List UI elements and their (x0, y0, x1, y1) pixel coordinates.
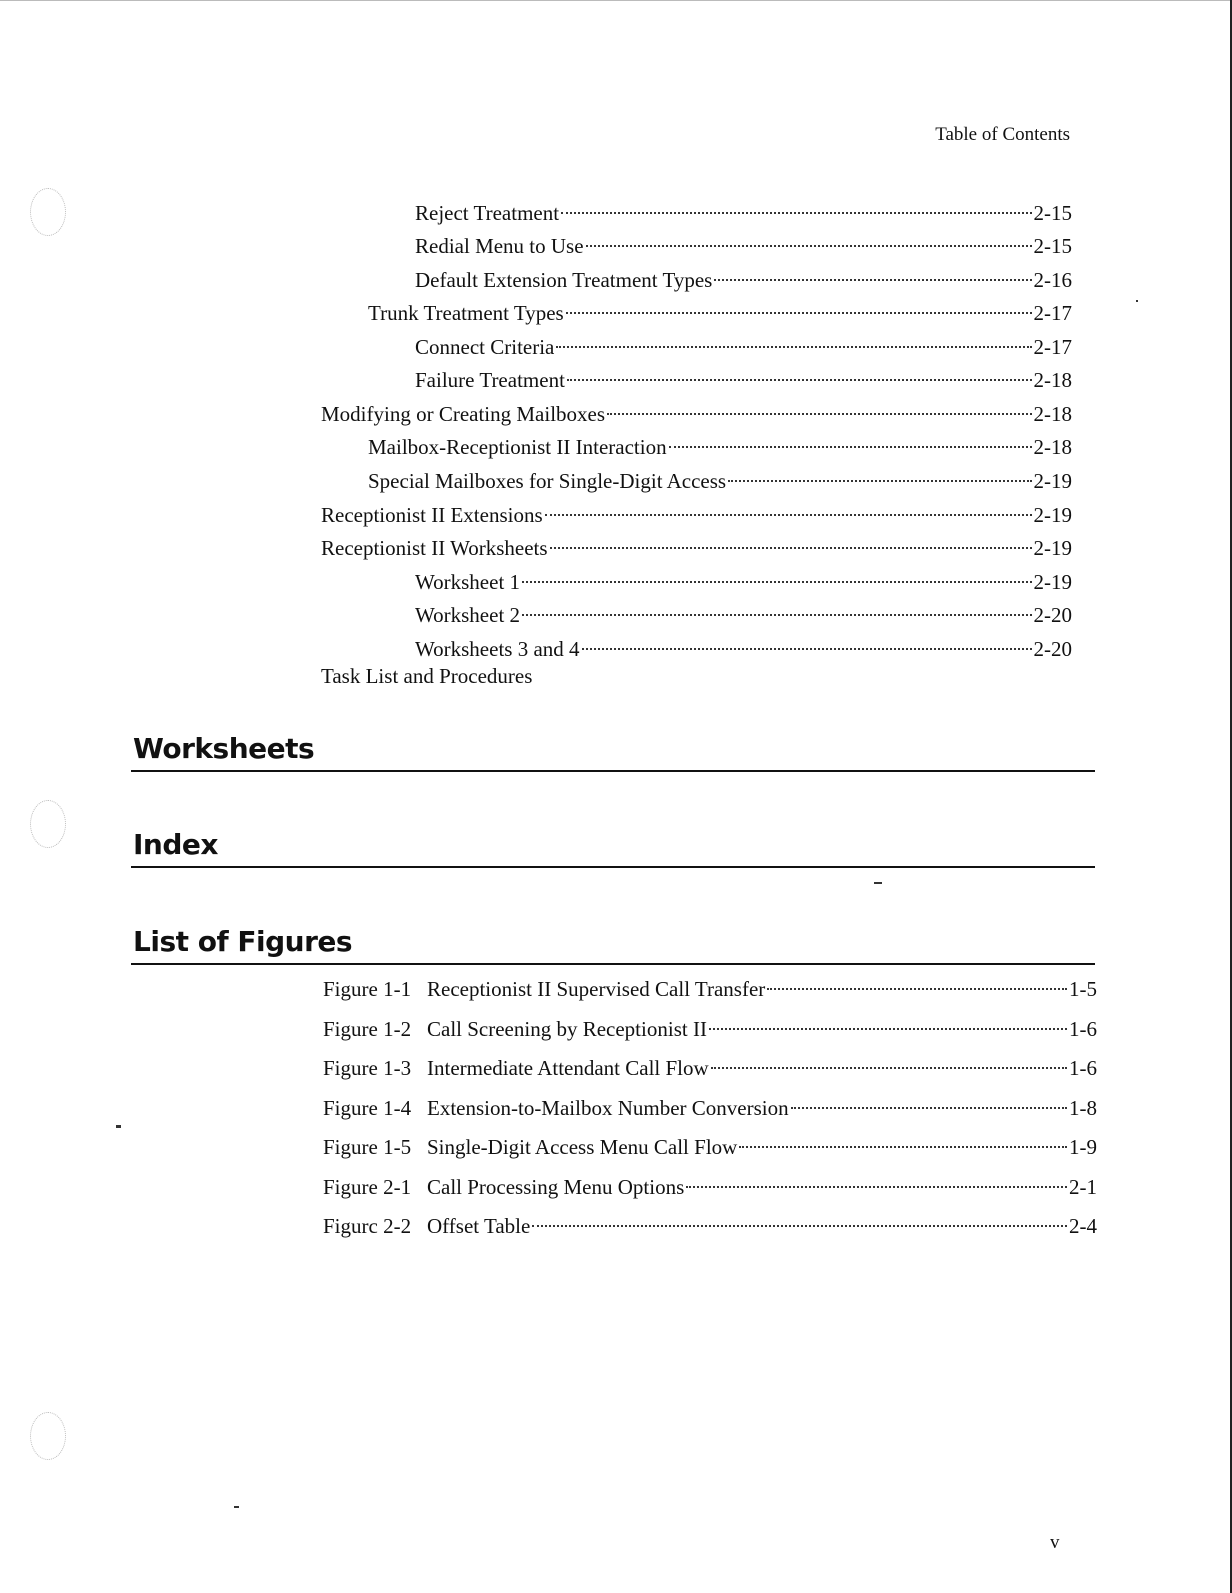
toc-entry-label: Redial Menu to Use (415, 234, 584, 258)
toc-entry-page: 2-20 (1033, 637, 1072, 661)
toc-entry-page: 2-18 (1033, 402, 1072, 426)
toc-entry-label: Worksheet 1 (415, 570, 521, 594)
figure-page: 1-8 (1069, 1096, 1097, 1120)
figure-entry (323, 1049, 1097, 1081)
figure-entry (323, 1010, 1097, 1042)
dot-leader (556, 328, 1031, 354)
figure-page: 1-9 (1069, 1135, 1097, 1159)
scan-speck (116, 1125, 121, 1128)
toc-entry-page: 2-17 (1033, 335, 1072, 359)
toc-entry-page: 2-18 (1033, 368, 1072, 392)
dot-leader (686, 1168, 1067, 1194)
dot-leader (767, 970, 1067, 996)
figure-title: Call Processing Menu Options (427, 1175, 685, 1199)
toc-entry (321, 395, 1072, 427)
dot-leader (739, 1128, 1067, 1154)
figure-page: 1-6 (1069, 1056, 1097, 1080)
toc-entry-label: Failure Treatment (415, 368, 565, 392)
dot-leader (607, 395, 1031, 421)
figure-title: Single-Digit Access Menu Call Flow (427, 1135, 738, 1159)
dot-leader (561, 194, 1031, 220)
dot-leader (522, 563, 1031, 589)
dot-leader (791, 1089, 1067, 1115)
figure-number: Figure 1-1 (323, 977, 412, 1001)
punch-hole-mark (30, 1412, 66, 1460)
scan-speck (874, 882, 882, 884)
toc-entry-label: Worksheet 2 (415, 603, 521, 627)
dot-leader (709, 1010, 1067, 1036)
dot-leader (586, 227, 1032, 253)
toc-entry-label: Reject Treatment (415, 201, 560, 225)
page-number: v (1050, 1532, 1060, 1553)
toc-entry-label: Trunk Treatment Types (368, 301, 564, 325)
dot-leader (582, 630, 1032, 656)
figure-title: Receptionist II Supervised Call Transfer (427, 977, 766, 1001)
toc-entry (415, 630, 1072, 662)
toc-entry-label: Mailbox-Receptionist II Interaction (368, 435, 667, 459)
punch-hole-mark (30, 188, 66, 236)
toc-entry-label: Special Mailboxes for Single-Digit Access (368, 469, 727, 493)
toc-entry-label: Task List and Procedures (321, 664, 533, 688)
toc-entry (415, 328, 1072, 360)
figure-page: 1-5 (1069, 977, 1097, 1001)
scan-speck (234, 1506, 239, 1508)
dot-leader (545, 496, 1032, 522)
toc-entry-label: Connect Criteria (415, 335, 555, 359)
figure-number: Figure 1-2 (323, 1017, 412, 1041)
toc-entry-page: 2-17 (1033, 301, 1072, 325)
toc-entry-page: 2-16 (1033, 268, 1072, 292)
section-rule (131, 770, 1095, 772)
toc-entry-page: 2-19 (1033, 503, 1072, 527)
toc-entry (415, 361, 1072, 393)
toc-entry (415, 194, 1072, 226)
figure-entry (323, 1207, 1097, 1239)
toc-entry-label: Worksheets 3 and 4 (415, 637, 580, 661)
toc-entry-page: 2-19 (1033, 469, 1072, 493)
toc-entry (321, 496, 1072, 528)
figure-entry (323, 1089, 1097, 1121)
toc-entry (368, 462, 1072, 494)
dot-leader (669, 428, 1032, 454)
figure-entry (323, 970, 1097, 1002)
figure-number: Figure 1-3 (323, 1056, 412, 1080)
toc-entry (415, 227, 1072, 259)
toc-entry-label: Default Extension Treatment Types (415, 268, 713, 292)
figure-title: Intermediate Attendant Call Flow (427, 1056, 709, 1080)
figure-number: Figure 2-1 (323, 1175, 412, 1199)
toc-entry (415, 596, 1072, 628)
dot-leader (532, 1207, 1067, 1233)
section-rule (131, 866, 1095, 868)
dot-leader (728, 462, 1031, 488)
dot-leader (567, 361, 1032, 387)
figure-entry (323, 1128, 1097, 1160)
dot-leader (566, 294, 1032, 320)
toc-entry-page: 2-15 (1033, 234, 1072, 258)
figure-number: Figurc 2-2 (323, 1214, 412, 1238)
dot-leader (714, 261, 1031, 287)
dot-leader (711, 1049, 1067, 1075)
figure-page: 1-6 (1069, 1017, 1097, 1041)
toc-entry (415, 261, 1072, 293)
page-top-edge (0, 0, 1232, 1)
figure-title: Extension-to-Mailbox Number Conversion (427, 1096, 789, 1120)
toc-entry-page: 2-20 (1033, 603, 1072, 627)
toc-entry (415, 563, 1072, 595)
figure-entry (323, 1168, 1097, 1200)
toc-entry-label: Modifying or Creating Mailboxes (321, 402, 606, 426)
toc-entry (368, 294, 1072, 326)
toc-entry-label: Receptionist II Worksheets (321, 536, 548, 560)
figure-title: Call Screening by Receptionist II (427, 1017, 707, 1041)
toc-entry (368, 428, 1072, 460)
toc-entry-page: 2-19 (1033, 570, 1072, 594)
figure-title: Offset Table (427, 1214, 531, 1238)
section-heading-worksheets: Worksheets (133, 732, 315, 765)
toc-entry-page: 2-15 (1033, 201, 1072, 225)
punch-hole-mark (30, 800, 66, 848)
section-heading-list-of-figures: List of Figures (133, 925, 353, 958)
section-rule (131, 963, 1095, 965)
scan-speck (1136, 300, 1138, 302)
figure-number: Figure 1-5 (323, 1135, 412, 1159)
figure-number: Figure 1-4 (323, 1096, 412, 1120)
toc-entry-page: 2-19 (1033, 536, 1072, 560)
running-header: Table of Contents (935, 124, 1070, 145)
toc-entry (321, 663, 532, 689)
toc-entry (321, 529, 1072, 561)
dot-leader (522, 596, 1031, 622)
toc-entry-page: 2-18 (1033, 435, 1072, 459)
figure-page: 2-4 (1069, 1214, 1097, 1238)
section-heading-index: Index (133, 828, 218, 861)
toc-entry-label: Receptionist II Extensions (321, 503, 543, 527)
figure-page: 2-1 (1069, 1175, 1097, 1199)
dot-leader (550, 529, 1032, 555)
